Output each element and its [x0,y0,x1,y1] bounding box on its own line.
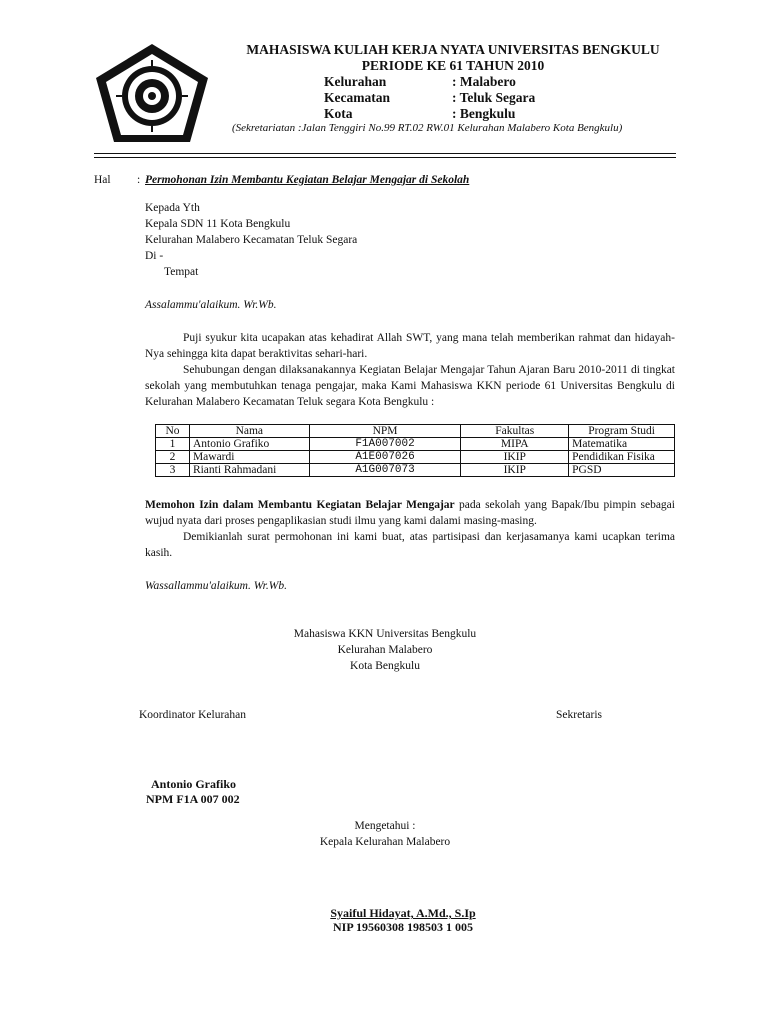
recipient-line-4: Di - [145,250,164,262]
table-row [156,464,675,477]
recipient-line-1: Kepada Yth [145,202,200,214]
cell-program-studi: Matematika [569,438,675,451]
header-line-1: MAHASISWA KULIAH KERJA NYATA UNIVERSITAS BENGKULU [246,42,660,57]
th-no: No [156,425,190,438]
sender-line-1: Mahasiswa KKN Universitas Bengkulu [293,628,477,640]
cell-no: 1 [156,438,190,451]
cell-program-studi: Pendidikan Fisika [569,451,675,464]
address-value-kota: : Bengkulu [452,106,516,121]
recipient-place: Tempat [164,266,199,278]
coordinator-title: Koordinator Kelurahan [139,709,246,721]
subject-label: Hal [94,174,111,186]
th-nama: Nama [189,425,309,438]
cell-no: 3 [156,464,190,477]
header-rule-top [94,153,676,154]
cell-nama: Antonio Grafiko [189,438,309,451]
cell-fakultas: IKIP [461,451,569,464]
coordinator-name: Antonio Grafiko [151,777,237,791]
th-fakultas: Fakultas [461,425,569,438]
acknowledged-name: Syaiful Hidayat, A.Md., S.Ip [330,906,476,920]
address-label-kecamatan: Kecamatan [324,90,390,105]
cell-program-studi: PGSD [569,464,675,477]
acknowledged-title: Kepala Kelurahan Malabero [319,836,451,848]
th-npm: NPM [309,425,461,438]
th-program-studi: Program Studi [569,425,675,438]
body-paragraph-3-rest: pada sekolah yang Bapak/Ibu pimpin sebagai wujud nyata dari proses pengaplikasian studi ilmu yang kami dalami masing-masing. [145,499,675,527]
sender-line-3: Kota Bengkulu [350,660,420,672]
body-paragraph-3-bold: Memohon Izin dalam Membantu Kegiatan Belajar Mengajar [145,499,455,511]
body-paragraph-1: Puji syukur kita ucapakan atas kehadirat Allah SWT, yang mana telah memberikan rahmat dan hidayah-Nya sehingga kita dapat beraktivitas sehari-hari. [145,332,675,360]
header-line-2: PERIODE KE 61 TAHUN 2010 [361,58,545,73]
cell-npm: A1G007073 [309,464,461,477]
sender-line-2: Kelurahan Malabero [337,644,433,656]
body-paragraph-4: Demikianlah surat permohonan ini kami buat, atas partisipasi dan kerjasamanya kami ucapkan terima kasih. [145,531,675,559]
acknowledged-nip: NIP 19560308 198503 1 005 [332,920,473,934]
closing: Wassallammu'alaikum. Wr.Wb. [145,580,287,592]
table-row [156,451,675,464]
cell-npm: F1A007002 [309,438,461,451]
acknowledged-label: Mengetahui : [354,820,416,832]
subject-text: Permohonan Izin Membantu Kegiatan Belajar Mengajar di Sekolah [145,174,470,186]
table-row [156,438,675,451]
cell-fakultas: MIPA [461,438,569,451]
coordinator-npm: NPM F1A 007 002 [146,792,240,806]
secretariat-address: (Sekretariatan :Jalan Tenggiri No.99 RT.02 RW.01 Kelurahan Malabero Kota Bengkulu) [232,122,623,134]
cell-nama: Rianti Rahmadani [189,464,309,477]
cell-fakultas: IKIP [461,464,569,477]
body-paragraph-3 [145,497,675,529]
greeting: Assalammu'alaikum. Wr.Wb. [145,299,277,311]
address-value-kecamatan: : Teluk Segara [452,90,536,105]
recipient-line-2: Kepala SDN 11 Kota Bengkulu [145,218,291,230]
student-table [155,424,675,477]
university-logo [92,40,212,150]
recipient-line-3: Kelurahan Malabero Kecamatan Teluk Segara [145,234,358,246]
address-label-kota: Kota [324,106,353,121]
cell-nama: Mawardi [189,451,309,464]
secretary-title: Sekretaris [556,709,602,721]
cell-npm: A1E007026 [309,451,461,464]
table-header-row [156,425,675,438]
cell-no: 2 [156,451,190,464]
header-rule-bottom [94,157,676,158]
body-paragraph-2: Sehubungan dengan dilaksanakannya Kegiatan Belajar Mengajar Tahun Ajaran Baru 2010-2011 di tingkat sekolah yang membutuhkan tenaga pengajar, maka Kami Mahasiswa KKN periode 61 Universitas Bengkulu di Kelurahan Malabero Kecamatan Teluk segara Kota Bengkulu : [145,364,675,408]
address-label-kelurahan: Kelurahan [324,74,387,89]
subject-colon: : [137,174,141,186]
address-value-kelurahan: : Malabero [452,74,516,89]
